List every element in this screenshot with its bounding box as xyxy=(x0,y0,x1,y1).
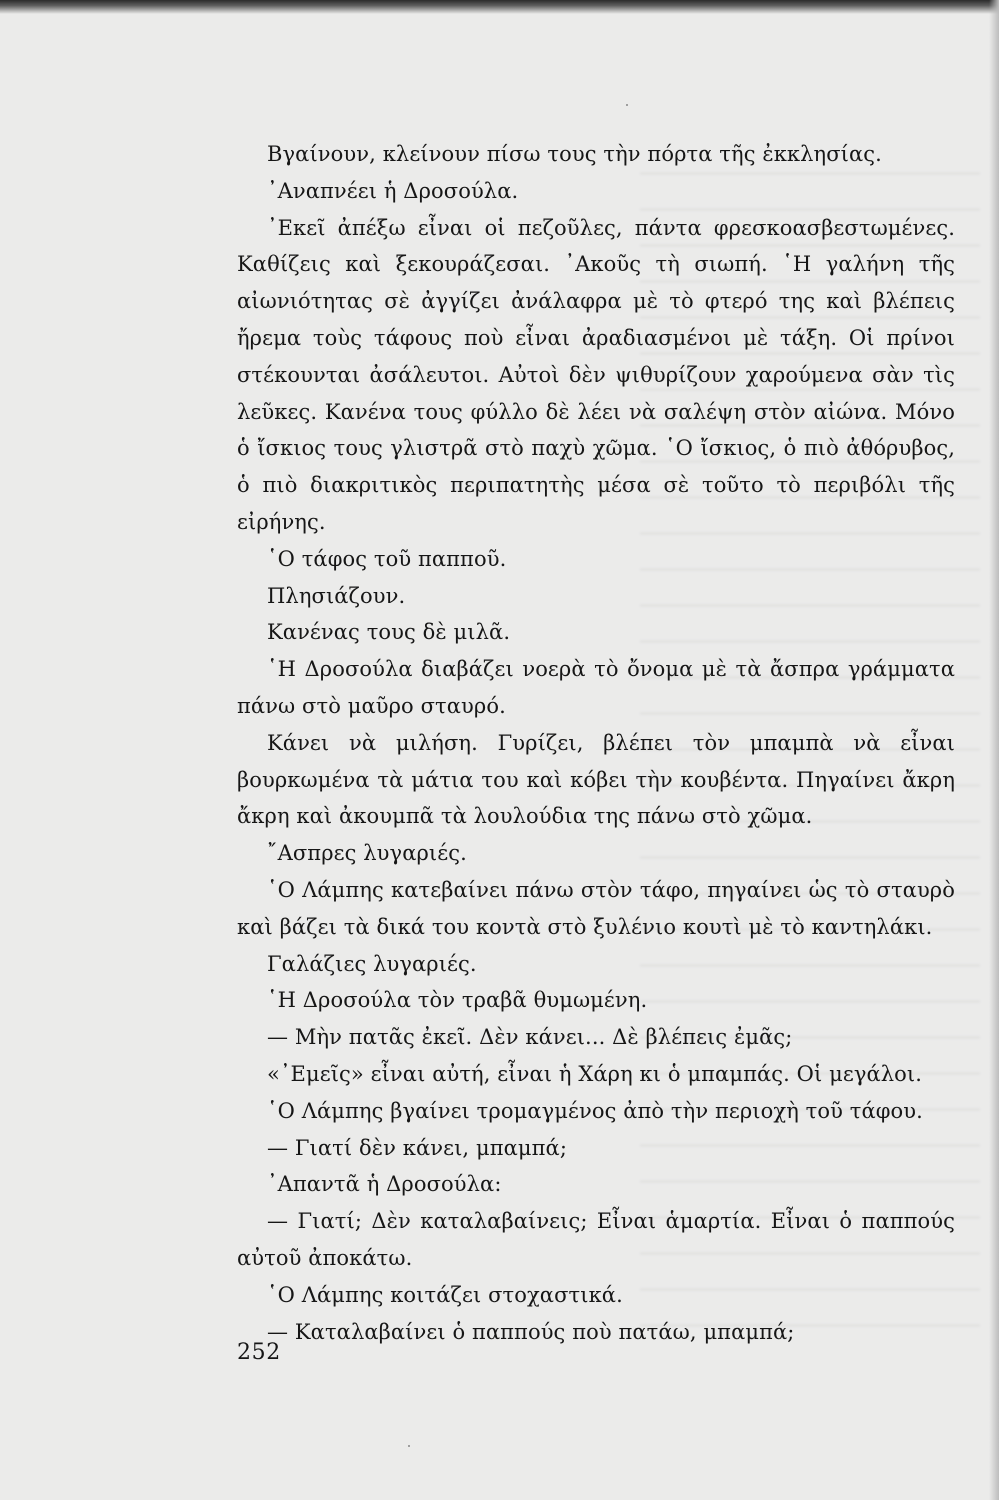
page-number: 252 xyxy=(237,1340,281,1365)
paragraph: ῾Η Δροσούλα τὸν τραβᾶ θυμωμένη. xyxy=(267,988,648,1013)
paragraph: ῾Η Δροσούλα διαβάζει νοερὰ τὸ ὄνομα μὲ τὰ ἄσπρα γράμματα πάνω στὸ μαῦρο σταυρό. xyxy=(237,657,955,718)
paragraph: Γαλάζιες λυγαριές. xyxy=(267,951,477,976)
paragraph: Πλησιάζουν. xyxy=(267,583,406,608)
paragraph: — Καταλαβαίνει ὁ παππούς ποὺ πατάω, μπαμπά; xyxy=(267,1319,795,1344)
scan-speck xyxy=(408,1445,410,1447)
paragraph: Κανένας τους δὲ μιλᾶ. xyxy=(267,620,511,645)
paragraph: ῾Ο Λάμπης κοιτάζει στοχαστικά. xyxy=(267,1282,623,1307)
paragraph: ῾Ο τάφος τοῦ παπποῦ. xyxy=(267,546,507,571)
paragraph: — Γιατί δὲν κάνει, μπαμπά; xyxy=(267,1135,568,1160)
paragraph: — Γιατί; Δὲν καταλαβαίνεις; Εἶναι ἁμαρτία. Εἶναι ὁ παππούς αὐτοῦ ἀποκάτω. xyxy=(237,1209,955,1270)
body-text xyxy=(237,136,955,1350)
paragraph: ᾿Απαντᾶ ἡ Δροσούλα: xyxy=(267,1172,502,1197)
scan-right-edge xyxy=(989,0,999,1500)
paragraph: — Μὴν πατᾶς ἐκεῖ. Δὲν κάνει... Δὲ βλέπεις ἐμᾶς; xyxy=(267,1025,793,1050)
scan-speck xyxy=(626,104,628,106)
scan-top-edge xyxy=(0,0,999,14)
paragraph: Κάνει νὰ μιλήση. Γυρίζει, βλέπει τὸν μπαμπὰ νὰ εἶναι βουρκωμένα τὰ μάτια του καὶ κόβει τὴν κουβέντα. Πηγαίνει ἄκρη ἄκρη καὶ ἀκουμπᾶ τὰ λουλούδια της πάνω στὸ χῶμα. xyxy=(237,730,955,829)
paragraph: ῾Ο Λάμπης κατεβαίνει πάνω στὸν τάφο, πηγαίνει ὡς τὸ σταυρὸ καὶ βάζει τὰ δικά του κοντὰ στὸ ξυλένιο κουτὶ μὲ τὸ καντηλάκι. xyxy=(237,877,955,939)
paragraph: ῎Ασπρες λυγαριές. xyxy=(267,841,467,866)
paragraph: «᾿Εμεῖς» εἶναι αὐτή, εἶναι ἡ Χάρη κι ὁ μπαμπάς. Οἱ μεγάλοι. xyxy=(267,1061,923,1086)
paragraph: ᾿Εκεῖ ἀπέξω εἶναι οἱ πεζοῦλες, πάντα φρεσκοασβεστωμένες. Καθίζεις καὶ ξεκουράζεσαι. ᾿Ακοῦς τὴ σιωπή. ῾Η γαλήνη τῆς αἰωνιότητας σὲ ἀγγίζει ἀνάλαφρα μὲ τὸ φτερό της καὶ βλέπεις ἤρεμα τοὺς τάφους ποὺ εἶναι ἀραδιασμένοι μὲ τάξη. Οἱ πρίνοι στέκουνται ἀσάλευτοι. Αὐτοὶ δὲν ψιθυρίζουν χαρούμενα σὰν τὶς λεῦκες. Κανένα τους φύλλο δὲ λέει νὰ σαλέψη στὸν αἰώνα. Μόνο ὁ ἴσκιος τους γλιστρᾶ στὸ παχὺ χῶμα. ῾Ο ἴσκιος, ὁ πιὸ ἀθόρυβος, ὁ πιὸ διακριτικὸς περιπατητὴς μέσα σὲ τοῦτο τὸ περιβόλι τῆς εἰρήνης. xyxy=(237,215,955,534)
paragraph: Βγαίνουν, κλείνουν πίσω τους τὴν πόρτα τῆς ἐκκλησίας. xyxy=(267,142,882,166)
paragraph: ῾Ο Λάμπης βγαίνει τρομαγμένος ἀπὸ τὴν περιοχὴ τοῦ τάφου. xyxy=(267,1098,923,1123)
paragraph: ᾿Αναπνέει ἡ Δροσούλα. xyxy=(267,178,519,203)
